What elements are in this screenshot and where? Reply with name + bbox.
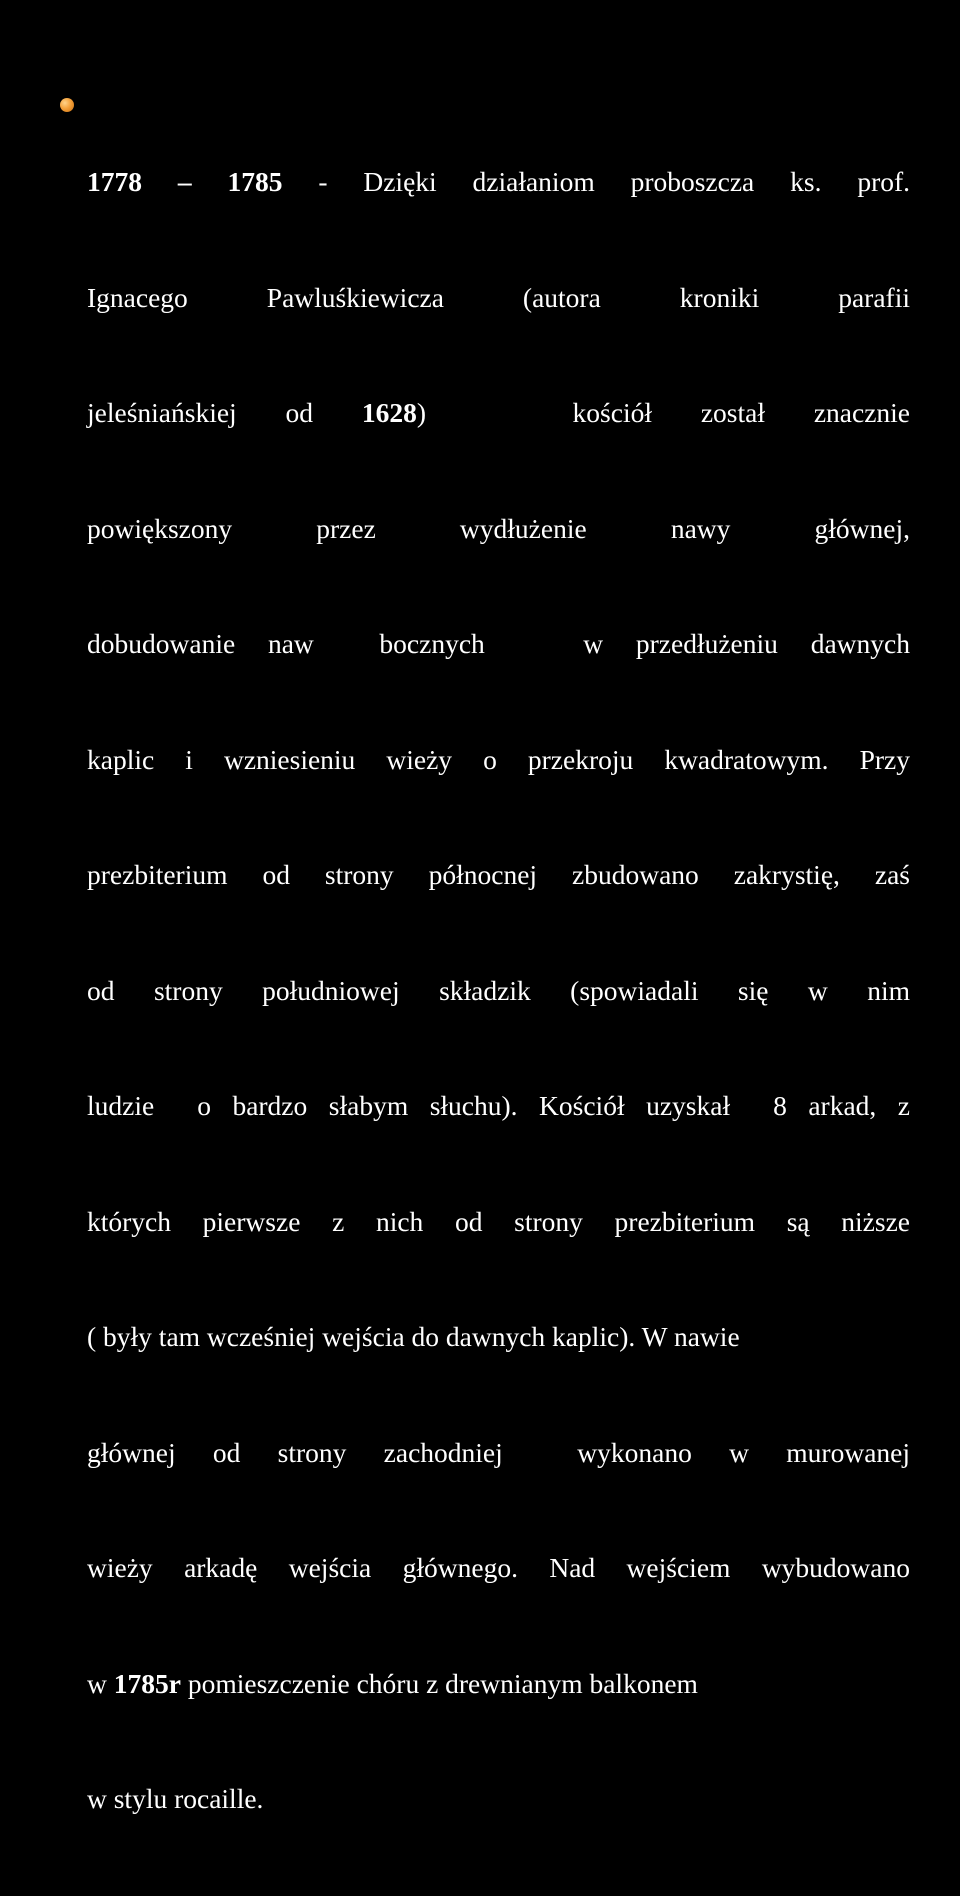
text-line: od strony południowej składzik (spowiadali się w nim bbox=[87, 974, 910, 1006]
bold-text: 1785r bbox=[113, 1667, 181, 1699]
bullet-paragraph bbox=[60, 86, 910, 1896]
text-line: dobudowanie naw bocznych w przedłużeniu dawnych bbox=[87, 628, 910, 659]
text-line: ludzie o bardzo słabym słuchu). Kościół uzyskał 8 arkad, z bbox=[87, 1090, 910, 1121]
bold-text: 1628 bbox=[361, 397, 417, 428]
text-line: kaplic i wzniesieniu wieży o przekroju kwadratowym. Przy bbox=[87, 743, 910, 775]
paragraph-text bbox=[87, 86, 910, 1896]
text-line: głównej od strony zachodniej wykonano w murowanej bbox=[87, 1436, 910, 1468]
bullet-dot-icon bbox=[60, 98, 74, 112]
text-line: 1778 – 1785 - Dzięki działaniom proboszcza ks. prof. bbox=[87, 166, 911, 197]
text-line: jeleśniańskiej od 1628) kościół został znacznie bbox=[87, 397, 910, 428]
text-line: których pierwsze z nich od strony prezbiterium są niższe bbox=[87, 1205, 910, 1237]
text-line: prezbiterium od strony północnej zbudowano zakrystię, zaś bbox=[87, 859, 910, 890]
text-line: ( były tam wcześniej wejścia do dawnych kaplic). W nawie bbox=[87, 1321, 740, 1352]
bold-text: 1778 – 1785 bbox=[87, 166, 283, 197]
text-line: wieży arkadę wejścia głównego. Nad wejściem wybudowano bbox=[87, 1552, 910, 1583]
text-line: Ignacego Pawluśkiewicza (autora kroniki parafii bbox=[87, 281, 910, 313]
text-line: w 1785r pomieszczenie chóru z drewnianym balkonem bbox=[87, 1667, 698, 1699]
text-line: w stylu rocaille. bbox=[87, 1783, 264, 1814]
text-line: powiększony przez wydłużenie nawy głównej, bbox=[87, 512, 910, 544]
